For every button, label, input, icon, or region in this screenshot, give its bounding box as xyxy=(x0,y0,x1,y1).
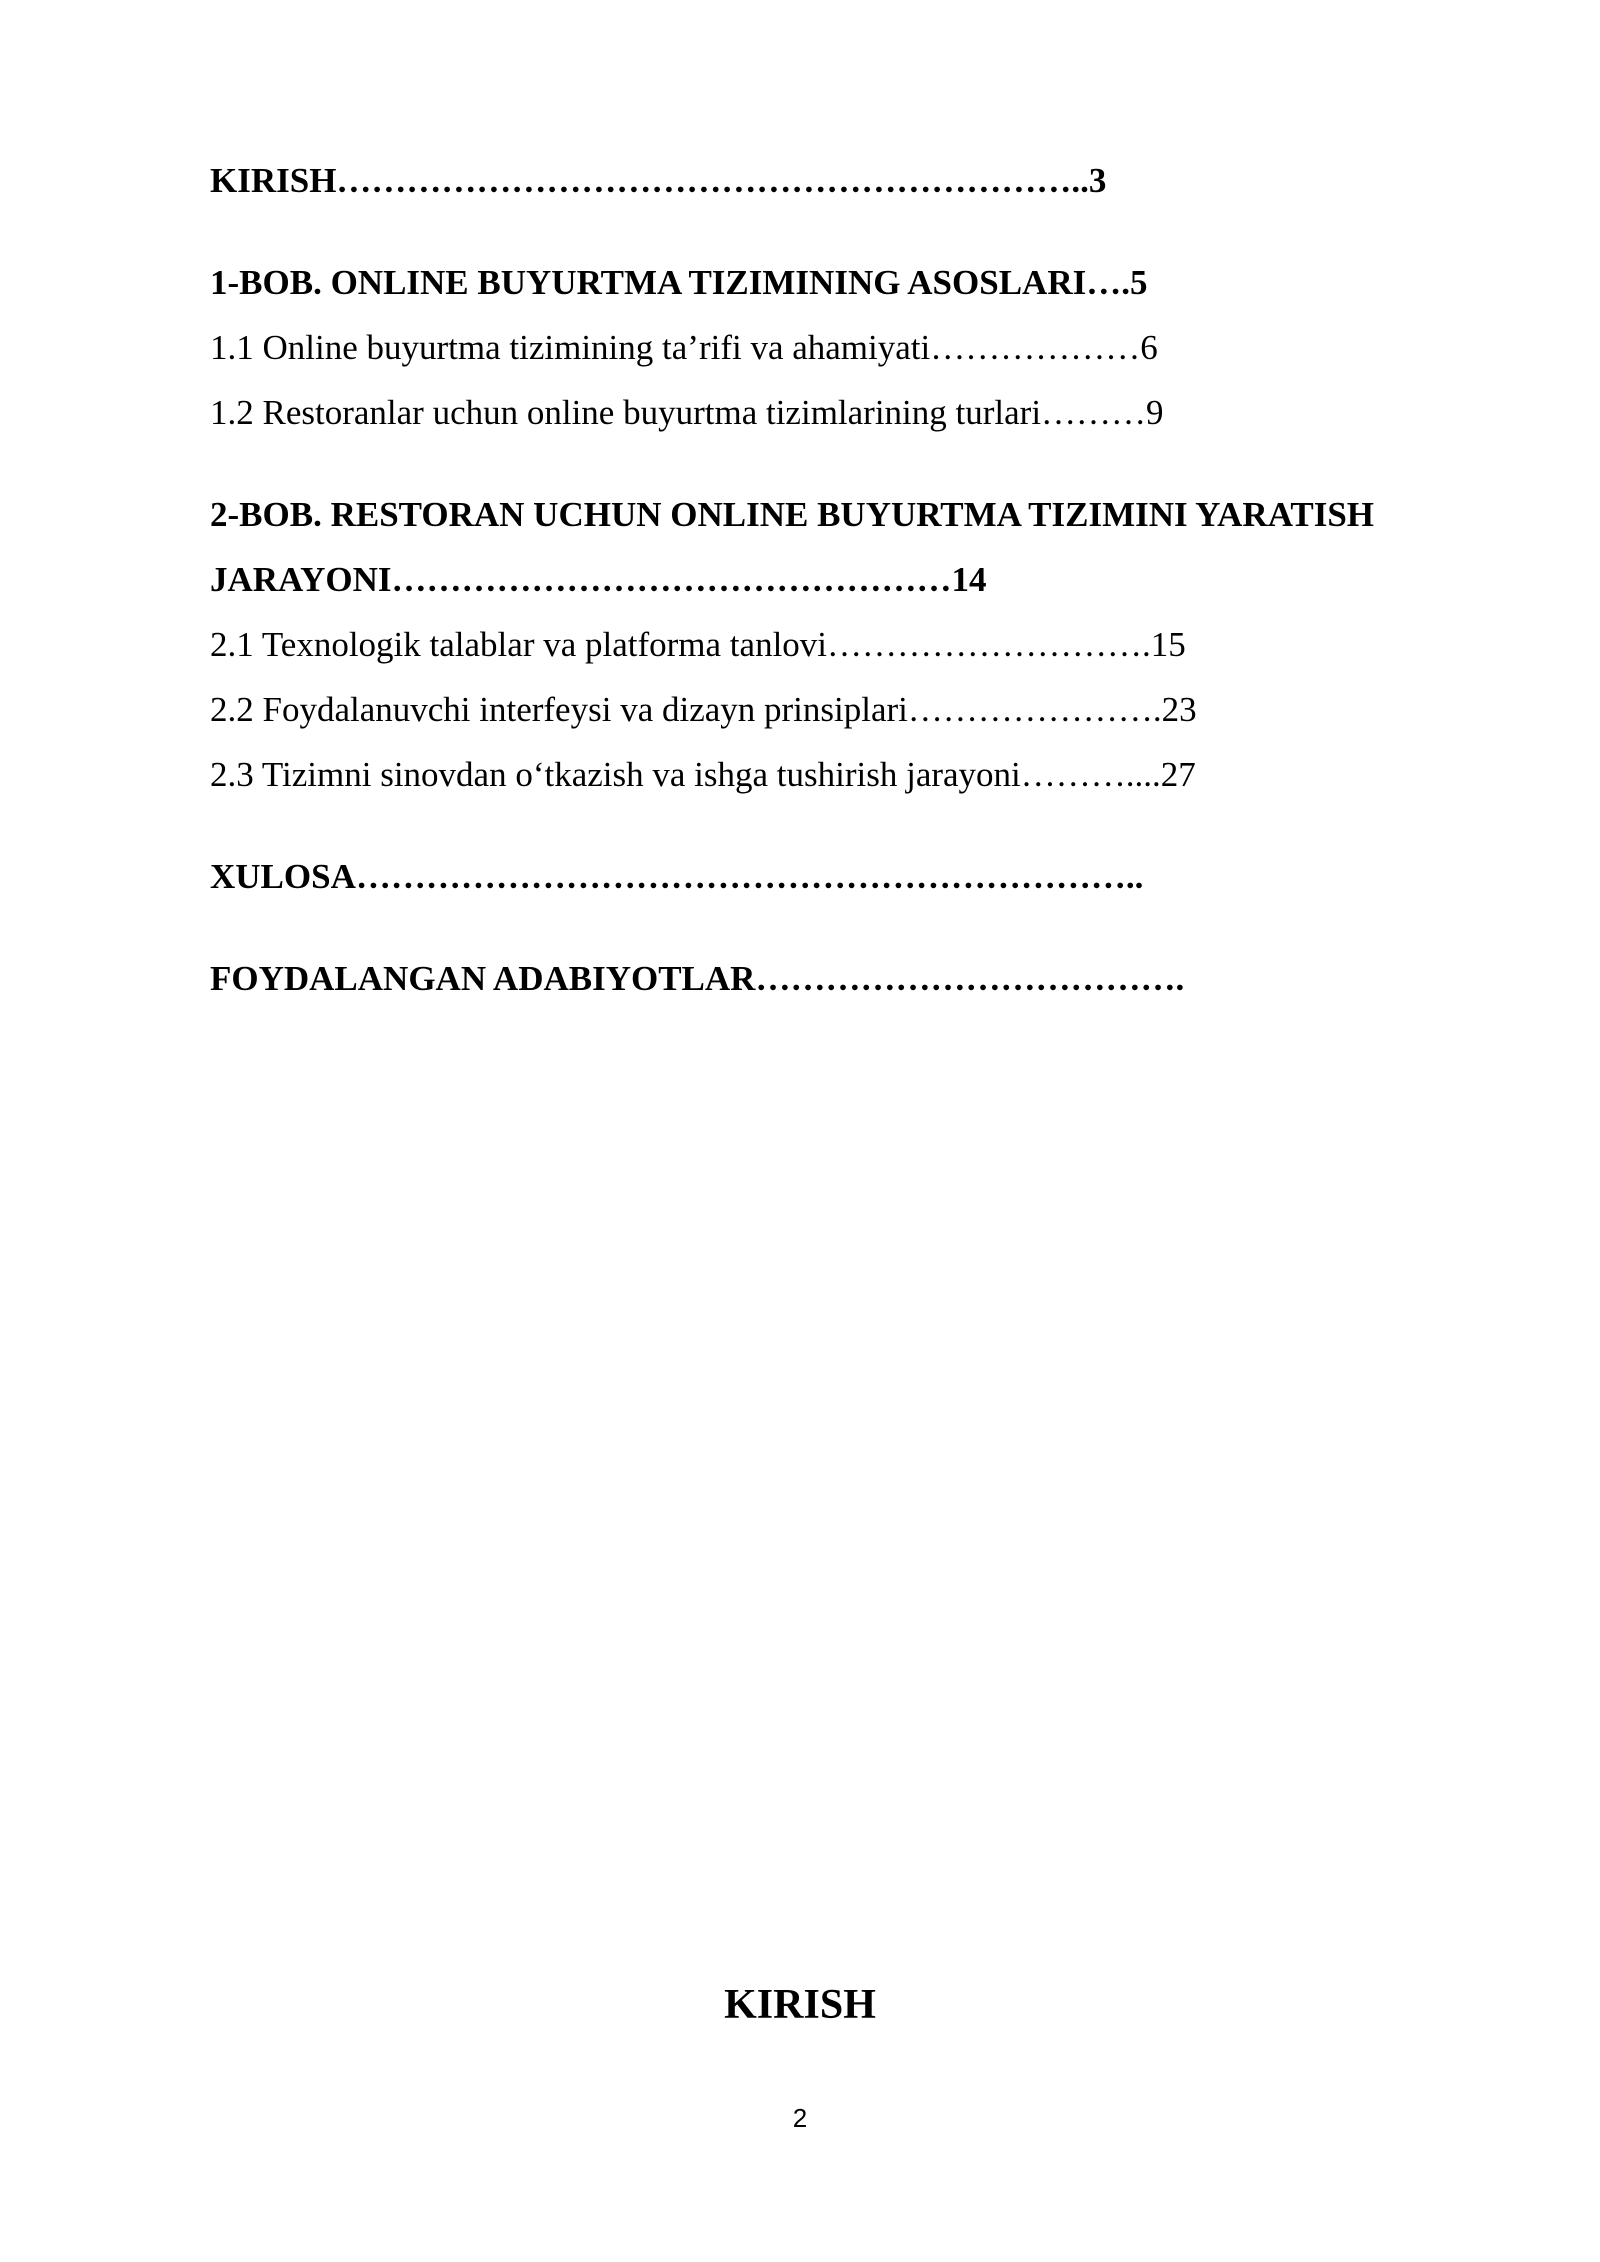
toc-entry-1-1[interactable]: 1.1 Online buyurtma tizimining ta’rifi va ahamiyati………………6 xyxy=(210,328,1158,367)
toc-entry-adabiyotlar[interactable]: FOYDALANGAN ADABIYOTLAR………………………………. xyxy=(210,959,1185,998)
table-of-contents xyxy=(210,148,1480,1011)
toc-entry-2-2[interactable]: 2.2 Foydalanuvchi interfeysi va dizayn prinsiplari………………….23 xyxy=(210,690,1197,729)
toc-entry-kirish[interactable]: KIRISH………………………………………………………..3 xyxy=(210,161,1107,200)
toc-chapter-2-title-line1[interactable]: 2-BOB. RESTORAN UCHUN ONLINE BUYURTMA TIZIMINI YARATISH xyxy=(210,495,1375,534)
page-number: 2 xyxy=(792,2103,808,2133)
toc-entry-2-3[interactable]: 2.3 Tizimni sinovdan o‘tkazish va ishga tushirish jarayoni………....27 xyxy=(210,755,1196,794)
toc-chapter-2-title-line2[interactable]: JARAYONI…………………………………………14 xyxy=(210,560,987,599)
toc-entry-2-1[interactable]: 2.1 Texnologik talablar va platforma tanlovi……………………….15 xyxy=(210,625,1186,664)
toc-entry-xulosa[interactable]: XULOSA………………………………………………………….. xyxy=(210,857,1144,896)
section-heading-kirish: KIRISH xyxy=(724,1982,876,2028)
toc-chapter-1-title[interactable]: 1-BOB. ONLINE BUYURTMA TIZIMINING ASOSLARI….5 xyxy=(210,263,1148,302)
toc-entry-1-2[interactable]: 1.2 Restoranlar uchun online buyurtma tizimlarining turlari………9 xyxy=(210,393,1164,432)
